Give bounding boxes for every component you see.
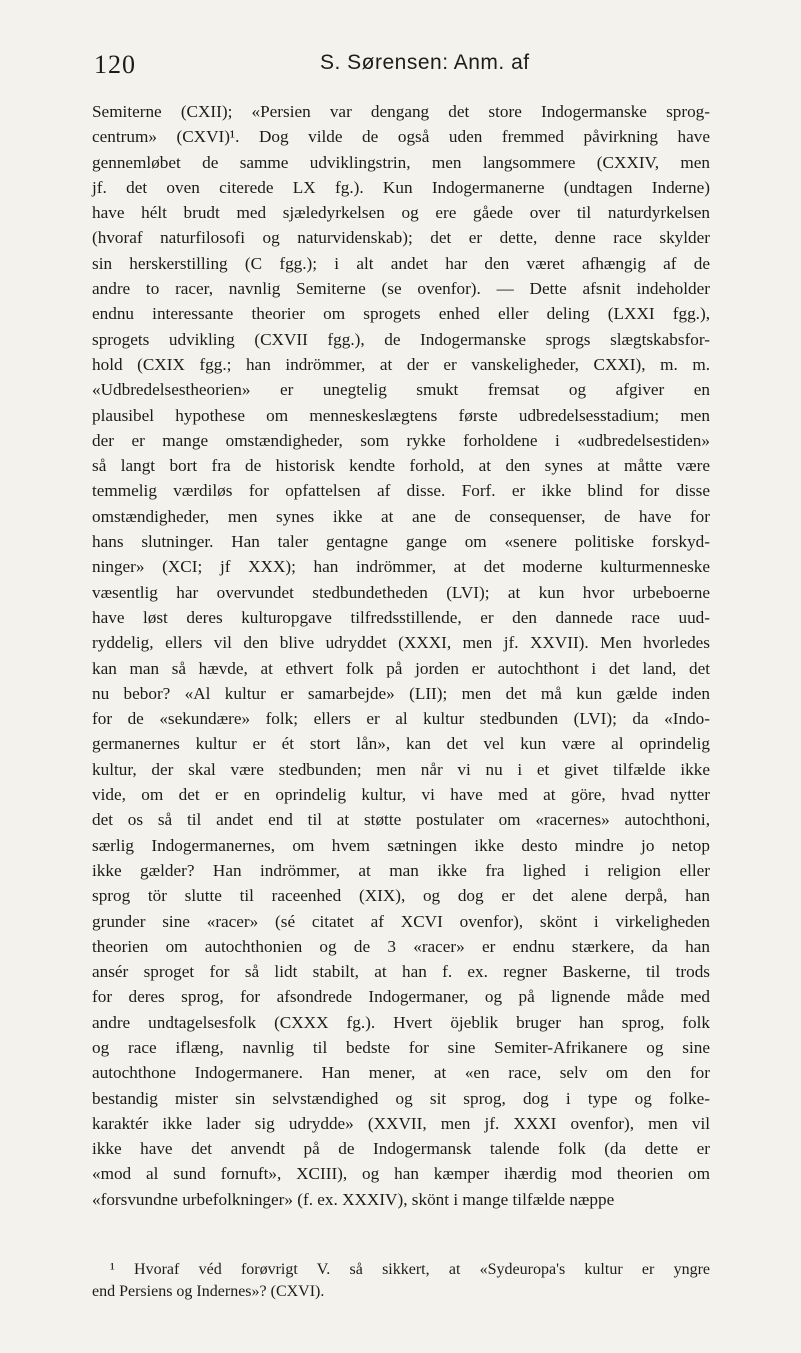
text-line: for de «sekundære» folk; ellers er al kultur stedbunden (LVI); da «Indo- [92, 709, 710, 729]
footnote-line: end Persiens og Indernes»? (CXVI). [92, 1283, 325, 1300]
text-line: «forsvundne urbefolkninger» (f. ex. XXXIV), skönt i mange tilfælde næppe [92, 1189, 615, 1209]
text-line: kan man så hævde, at ethvert folk på jorden er autochthont i det land, det [92, 658, 710, 678]
text-line: særlig Indogermanernes, om hvem sætningen ikke desto mindre jo netop [92, 835, 710, 855]
text-line: Semiterne (CXII); «Persien var dengang det store Indogermanske sprog- [92, 102, 710, 121]
text-line: «mod al sund fornuft», XCIII), og han kæmper ihærdig mod theorien om [92, 1164, 710, 1184]
text-line: (hvoraf naturfilosofi og naturvidenskab); det er dette, denne race skylder [92, 228, 710, 248]
text-line: det os så til andet end til at støtte postulater om «racernes» autochthoni, [92, 810, 710, 830]
text-line: og race iflæng, navnlig til bedste for sine Semiter-Afrikanere og sine [92, 1037, 710, 1057]
text-line: have hélt brudt med sjæledyrkelsen og ere gåede over til naturdyrkelsen [92, 203, 710, 223]
text-line: hans slutninger. Han taler gentagne gange om «senere politiske forskyd- [92, 532, 710, 552]
text-line: karaktér ikke lader sig udrydde» (XXVII, men jf. XXXI ovenfor), men vil [92, 1113, 710, 1133]
text-line: væsentlig har overvundet stedbundetheden (LVI); at kun hvor urbeboerne [92, 582, 710, 602]
text-line: ikke gælder? Han indrömmer, at man ikke fra lighed i religion eller [92, 860, 710, 880]
text-line: have løst deres kulturopgave tilfredsstillende, er den dannede race uud- [92, 607, 710, 627]
text-line: sprog tör slutte til raceenhed (XIX), og dog er det alene derpå, han [92, 886, 710, 906]
text-line: nu bebor? «Al kultur er samarbejde» (LII); men det må kun gælde inden [92, 683, 710, 703]
text-line: centrum» (CXVI)¹. Dog vilde de også uden fremmed påvirkning have [92, 127, 710, 147]
running-head: S. Sørensen: Anm. af [320, 51, 530, 74]
text-line: omstændigheder, men synes ikke at ane de consequenser, de have for [92, 506, 710, 526]
text-line: «Udbredelsestheorien» er unegtelig smukt fremsat og afgiver en [92, 380, 710, 400]
footnote [92, 1259, 710, 1303]
text-line: ninger» (XCI; jf XXX); han indrömmer, at det moderne kulturmenneske [92, 557, 710, 577]
text-line: endnu interessante theorier om sprogets enhed eller deling (LXXI fgg.), [92, 304, 710, 324]
text-line: kultur, der skal være stedbunden; men når vi nu i et givet tilfælde ikke [92, 759, 710, 779]
footnote-line: ¹ Hvoraf véd forøvrigt V. så sikkert, at «Sydeuropa's kultur er yngre [110, 1261, 710, 1278]
text-line: andre undtagelsesfolk (CXXX fg.). Hvert öjeblik bruger han sprog, folk [92, 1012, 710, 1032]
text-line: ansér sproget for så lidt stabilt, at han f. ex. regner Baskerne, til trods [92, 962, 710, 982]
text-line: plausibel hypothese om menneskeslægtens første udbredelsesstadium; men [92, 405, 710, 425]
text-line: sprogets udvikling (CXVII fgg.), de Indogermanske sprogs slægtskabsfor- [92, 329, 710, 349]
text-line: gennemløbet de samme udviklingstrin, men langsommere (CXXIV, men [92, 152, 710, 172]
text-line: jf. det oven citerede LX fg.). Kun Indogermanerne (undtagen Inderne) [92, 177, 710, 197]
text-line: theorien om autochthonien og de 3 «racer» er endnu stærkere, da han [92, 936, 710, 956]
text-line: autochthone Indogermanere. Han mener, at «en race, selv om den for [92, 1063, 710, 1083]
text-line: germanernes kultur er ét stort lån», kan det vel kun være al oprindelig [92, 734, 710, 754]
text-line: for deres sprog, for afsondrede Indogermaner, og på lignende måde med [92, 987, 710, 1007]
text-line: bestandig mister sin selvstændighed og sit sprog, dog i type og folke- [92, 1088, 710, 1108]
page-number: 120 [94, 50, 136, 79]
text-line: temmelig værdiløs for opfattelsen af disse. Forf. er ikke blind for disse [92, 481, 710, 501]
text-line: så langt bort fra de historisk kendte forhold, at den synes at måtte være [92, 456, 710, 476]
text-line: ikke have det anvendt på de Indogermansk talende folk (da dette er [92, 1139, 710, 1159]
text-line: sin herskerstilling (C fgg.); i alt andet har den været afhængig af de [92, 253, 710, 273]
body-text [92, 99, 710, 1212]
text-line: hold (CXIX fgg.; han indrömmer, at der er vanskeligheder, CXXI), m. m. [92, 354, 710, 374]
text-line: andre to racer, navnlig Semiterne (se ovenfor). — Dette afsnit indeholder [92, 279, 710, 299]
page-header [94, 50, 714, 90]
text-line: grunder sine «racer» (sé citatet af XCVI ovenfor), skönt i virkeligheden [92, 911, 710, 931]
text-line: ryddelig, ellers vil den blive udryddet (XXXI, men jf. XXVII). Men hvorledes [92, 633, 710, 653]
text-line: vide, om det er en oprindelig kultur, vi have med at göre, hvad nytter [92, 785, 710, 805]
text-line: der er mange omstændigheder, som rykke forholdene i «udbredelsestiden» [92, 430, 710, 450]
